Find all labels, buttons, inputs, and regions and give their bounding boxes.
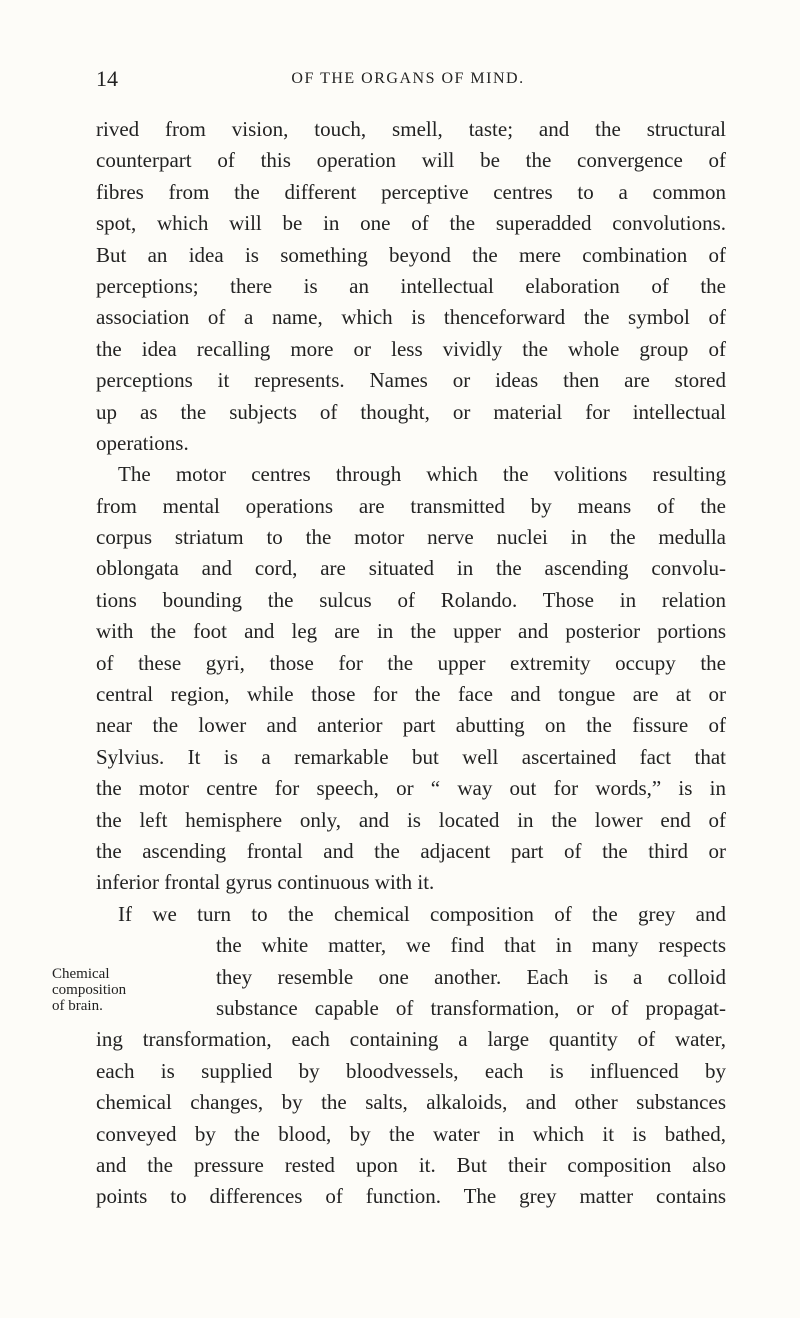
text-line: the motor centre for speech, or “ way out for words,” is in: [96, 776, 726, 801]
text-line: perceptions; there is an intellectual elaboration of the: [96, 273, 726, 298]
text-line: rived from vision, touch, smell, taste; and the structural: [96, 117, 726, 141]
text-line: chemical changes, by the salts, alkaloids, and other substances: [96, 1090, 726, 1115]
text-line: corpus striatum to the motor nerve nuclei in the medulla: [96, 525, 726, 550]
margin-note-line: composition: [52, 982, 127, 999]
text-line: spot, which will be in one of the superadded convolutions.: [96, 211, 726, 236]
text-line: perceptions it represents. Names or ideas then are stored: [96, 368, 726, 393]
text-line: near the lower and anterior part abutting on the fissure of: [96, 713, 726, 738]
text-line: operations.: [96, 430, 189, 455]
text-line: substance capable of transformation, or of propagat-: [216, 995, 726, 1020]
body-text: [52, 114, 726, 1213]
text-line: points to differences of function. The grey matter contains: [96, 1184, 726, 1209]
text-line: the white matter, we find that in many respects: [216, 933, 726, 958]
text-line: the ascending frontal and the adjacent part of the third or: [96, 838, 726, 863]
margin-note: [52, 966, 162, 1014]
text-line: up as the subjects of thought, or material for intellectual: [96, 399, 726, 424]
page-number: 14: [96, 66, 118, 91]
text-line: tions bounding the sulcus of Rolando. Those in relation: [96, 587, 726, 612]
text-line: Sylvius. It is a remarkable but well ascertained fact that: [96, 744, 726, 769]
text-line: they resemble one another. Each is a colloid: [216, 964, 726, 989]
sidenote-block: [52, 930, 726, 1024]
text-line: of these gyri, those for the upper extremity occupy the: [96, 650, 726, 675]
text-line: But an idea is something beyond the mere combination of: [96, 242, 726, 267]
text-line: from mental operations are transmitted by means of the: [96, 493, 726, 518]
text-line: central region, while those for the face and tongue are at or: [96, 682, 726, 707]
text-line: the idea recalling more or less vividly the whole group of: [96, 336, 726, 361]
text-line: conveyed by the blood, by the water in which it is bathed,: [96, 1121, 726, 1146]
text-line: counterpart of this operation will be the convergence of: [96, 148, 726, 173]
text-line: with the foot and leg are in the upper and posterior portions: [96, 619, 726, 644]
text-line: The motor centres through which the volitions resulting: [118, 462, 726, 487]
text-line: oblongata and cord, are situated in the ascending convolu-: [96, 556, 726, 581]
page-header: [96, 64, 720, 94]
text-line: inferior frontal gyrus continuous with it.: [96, 870, 435, 895]
text-line: association of a name, which is thenceforward the symbol of: [96, 305, 726, 330]
margin-note-line: of brain.: [52, 998, 103, 1015]
running-head: OF THE ORGANS OF MIND.: [291, 70, 525, 87]
text-line: and the pressure rested upon it. But their composition also: [96, 1152, 726, 1177]
text-line: If we turn to the chemical composition of the grey and: [118, 901, 726, 926]
margin-note-line: Chemical: [52, 966, 110, 983]
text-line: each is supplied by bloodvessels, each is influenced by: [96, 1058, 726, 1083]
text-line: the left hemisphere only, and is located in the lower end of: [96, 807, 726, 832]
text-line: ing transformation, each containing a large quantity of water,: [96, 1027, 726, 1052]
text-line: fibres from the different perceptive centres to a common: [96, 179, 726, 204]
